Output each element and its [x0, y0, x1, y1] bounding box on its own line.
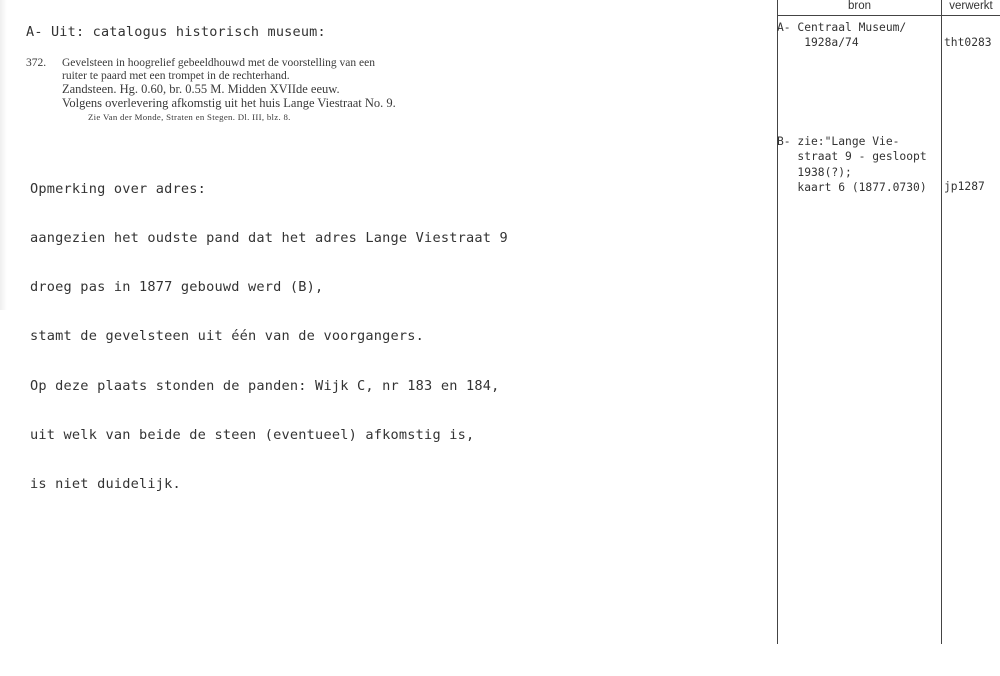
- remark-line: droeg pas in 1877 gebouwd werd (B),: [30, 279, 324, 296]
- remark-line: stamt de gevelsteen uit één van de voorgangers.: [30, 328, 425, 345]
- scan-edge: [0, 0, 7, 310]
- remark-line: uit welk van beide de steen (eventueel) afkomstig is,: [30, 426, 475, 443]
- source-entry-b: [777, 134, 927, 196]
- header-underline: [777, 15, 1000, 16]
- column-header-bron: bron: [847, 0, 872, 12]
- catalog-line: Gevelsteen in hoogrelief gebeeldhouwd met de voorstelling van een: [62, 57, 375, 69]
- remark-line: aangezien het oudste pand dat het adres Lange Viestraat 9: [30, 230, 508, 247]
- catalog-line: Zandsteen. Hg. 0.60, br. 0.55 M. Midden XVIIde eeuw.: [62, 82, 340, 96]
- source-line: 1938(?);: [777, 165, 852, 179]
- column-header-verwerkt: verwerkt: [949, 0, 993, 12]
- catalog-line: ruiter te paard met een trompet in de rechterhand.: [62, 70, 290, 82]
- remark-line: Op deze plaats stonden de panden: Wijk C, nr 183 en 184,: [30, 377, 500, 394]
- address-remark: [30, 148, 508, 509]
- source-entry-a: [777, 20, 906, 51]
- catalog-reference: Zie Van der Monde, Straten en Stegen. Dl. III, blz. 8.: [88, 112, 291, 122]
- source-line: straat 9 - gesloopt: [777, 150, 927, 164]
- source-line: B- zie:"Lange Vie-: [777, 135, 900, 148]
- processed-code-b: jp1287: [944, 180, 985, 193]
- catalog-number: 372.: [26, 57, 47, 69]
- catalog-line: Volgens overlevering afkomstig uit het huis Lange Viestraat No. 9.: [62, 96, 396, 110]
- source-line: 1928a/74: [777, 36, 859, 50]
- column-divider-left: [777, 0, 778, 644]
- document-heading: A- Uit: catalogus historisch museum:: [26, 24, 326, 40]
- source-line: kaart 6 (1877.0730): [777, 181, 927, 195]
- source-line: A- Centraal Museum/: [777, 21, 907, 34]
- processed-code-a: tht0283: [944, 36, 992, 49]
- column-divider-middle: [941, 0, 942, 644]
- remark-line: is niet duidelijk.: [30, 476, 181, 493]
- remark-line: Opmerking over adres:: [30, 180, 207, 197]
